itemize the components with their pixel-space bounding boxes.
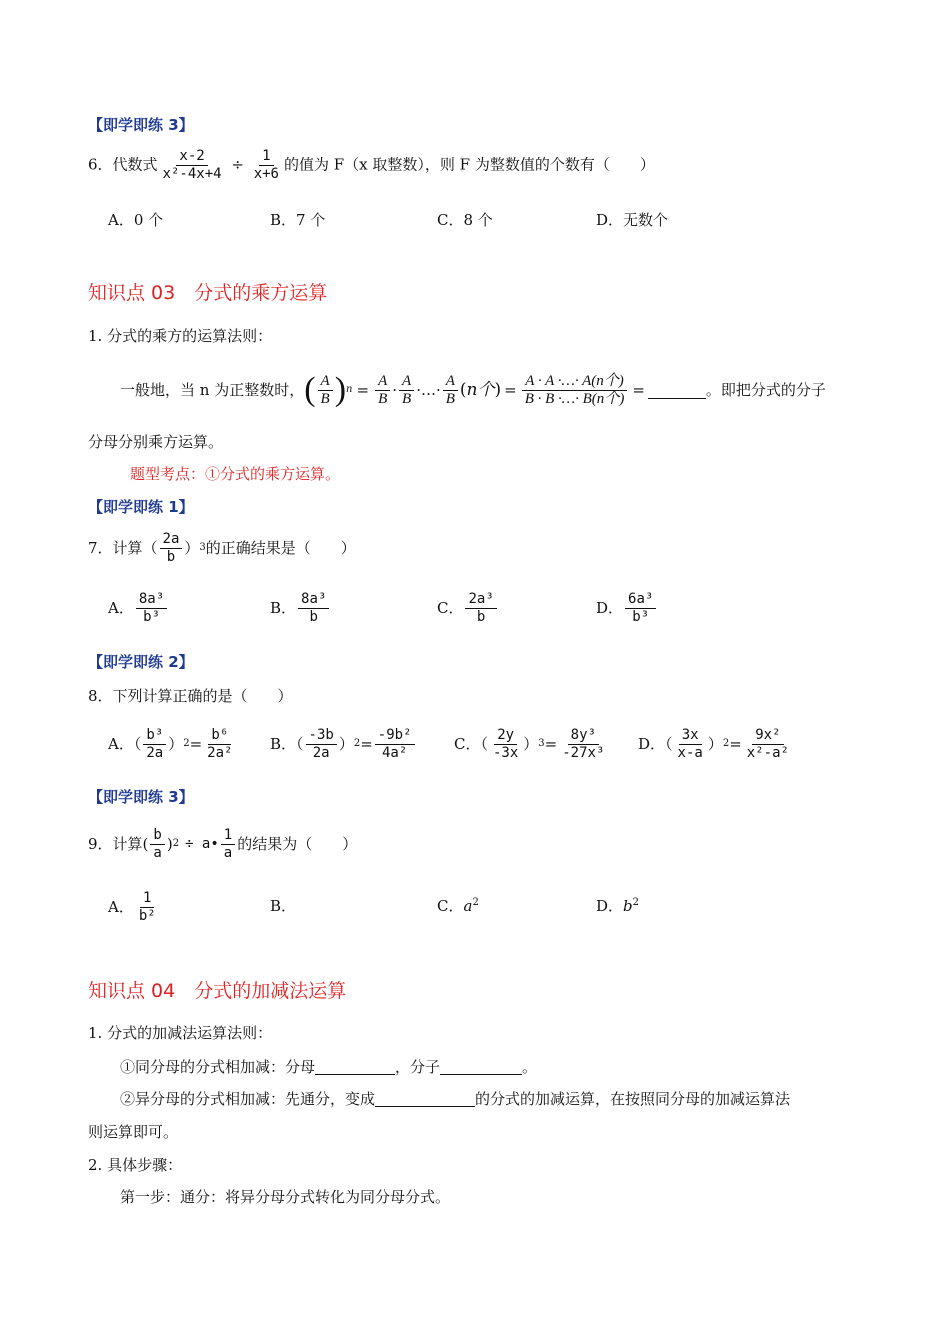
q7-option-d[interactable]: D． $\frac{\text{6a³}}{\text{b³}}$	[596, 588, 658, 628]
q6-number: 6．代数式	[88, 155, 158, 174]
exercise-label: 【即学即练 1】	[88, 498, 194, 516]
answer-blank[interactable]	[648, 382, 706, 399]
q6-fraction-2: $\frac{1}{x+6}$	[253, 148, 279, 182]
q9-option-c[interactable]: C．$a^2$	[437, 897, 479, 915]
diff-rule-continuation: 则运算即可。	[88, 1123, 179, 1141]
formula-frac-ab: $\frac{A}{B}$	[318, 373, 333, 408]
q9-option-d[interactable]: D．$b^2$	[596, 897, 640, 915]
q6-option-d[interactable]: D．无数个	[596, 211, 669, 229]
q6-fraction-1: $\frac{x-2}{\text{x²-4x+4}}$	[162, 148, 222, 182]
q8-option-a[interactable]: A．（ $\frac{\text{b³}}{2a}$ ） 2 = $\frac{\text{b⁶}}{\text{2a²}}$	[108, 726, 233, 761]
q6-option-a[interactable]: A．0 个	[108, 211, 164, 229]
blank-denominator[interactable]	[315, 1058, 395, 1075]
section-title-04: 知识点 04 分式的加减法运算	[88, 980, 347, 1002]
blank-common[interactable]	[375, 1090, 475, 1107]
question-7: 7．计算（ $\frac{2a}{b}$ ） 3 的正确结果是（ ）	[88, 530, 356, 565]
q9-option-b[interactable]: B．	[270, 897, 297, 915]
steps-heading: 2. 具体步骤：	[88, 1156, 183, 1174]
question-6: 6．代数式 $\frac{x-2}{\text{x²-4x+4}}$ ÷ $\frac{1}{x+6}$ 的值为 F（x 取整数），则 F 为整数值的个数有（ ）	[88, 148, 655, 182]
exercise-label: 【即学即练 3】	[88, 116, 194, 134]
step-one: 第一步：通分：将异分母分式转化为同分母分式。	[120, 1188, 451, 1206]
exercise-label: 【即学即练 2】	[88, 653, 194, 671]
q6-text: 的值为 F（x 取整数），则 F 为整数值的个数有（ ）	[284, 155, 655, 174]
q6-option-b[interactable]: B．7 个	[270, 211, 326, 229]
q8-option-d[interactable]: D．（ $\frac{3x}{x-a}$ ） 2 = $\frac{\text{9x²}}{\text{x²-a²}}$	[638, 726, 789, 761]
section-title-03: 知识点 03 分式的乘方运算	[88, 282, 328, 304]
question-9: 9．计算 ( $\frac{b}{a}$ ) 2 ÷ a• $\frac{1}{a}$ 的结果为（ ）	[88, 826, 358, 861]
rule-continuation: 分母分别乘方运算。	[88, 433, 224, 451]
q6-option-c[interactable]: C．8 个	[437, 211, 493, 229]
diff-denominator-rule: ②异分母的分式相加减：先通分，变成 的分式的加减运算，在按照同分母的加减运算法	[120, 1090, 791, 1108]
blank-numerator[interactable]	[440, 1058, 522, 1075]
topic-tip: 题型考点：①分式的乘方运算。	[130, 465, 341, 483]
q7-option-c[interactable]: C． $\frac{\text{2a³}}{b}$	[437, 588, 499, 628]
q7-option-b[interactable]: B． $\frac{\text{8a³}}{b}$	[270, 588, 331, 628]
q8-option-b[interactable]: B．（ $\frac{-3b}{2a}$ ） 2 = $\frac{\text{-9b²}}{\text{4a²}}$	[270, 724, 417, 764]
question-8: 8．下列计算正确的是（ ）	[88, 687, 293, 705]
same-denominator-rule: ①同分母的分式相加减：分母 ，分子 。	[120, 1058, 538, 1076]
power-formula-line: 一般地，当 n 为正整数时， ( $\frac{A}{B}$ ) n = $\frac{A}{B}$ · $\frac{A}{B}$ ·…· $\frac{A}{B}$ (n个) = $\frac{\text{A · A ·…· A(n个)}}{\text{B · B ·…· B(n个)}}$ = 。即把分式的分子	[120, 371, 826, 408]
formula-product: $\frac{\text{A · A ·…· A(n个)}}{\text{B · B ·…· B(n个)}}$	[522, 373, 628, 408]
exercise-label: 【即学即练 3】	[88, 788, 194, 806]
q8-option-c[interactable]: C．（ $\frac{2y}{-3x}$ ） 3 = $\frac{\text{8y³}}{\text{-27x³}}$	[454, 726, 605, 761]
q7-option-a[interactable]: A． $\frac{\text{8a³}}{\text{b³}}$	[108, 588, 169, 628]
rule-heading: 1. 分式的乘方的运算法则：	[88, 327, 273, 345]
rule-heading-04: 1. 分式的加减法运算法则：	[88, 1024, 273, 1042]
q9-option-a[interactable]: A． $\frac{1}{\text{b²}}$	[108, 889, 156, 924]
